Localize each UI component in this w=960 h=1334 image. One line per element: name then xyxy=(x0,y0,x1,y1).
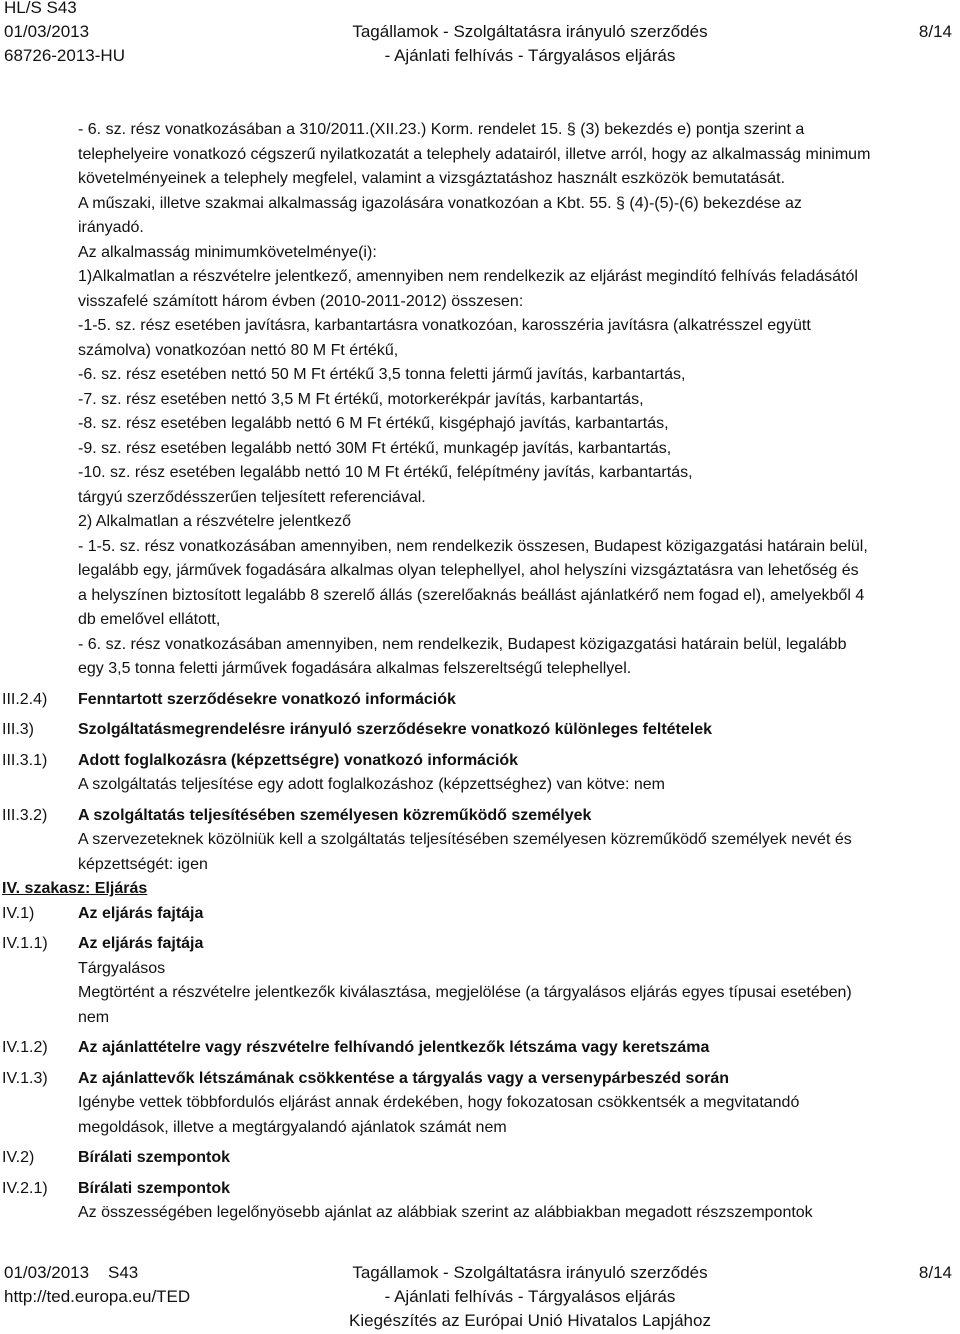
section-heading: Az ajánlattevők létszámának csökkentése a tárgyalás vagy a versenypárbeszéd során xyxy=(78,1069,730,1087)
section-text: nem xyxy=(78,1008,110,1026)
section-heading: Fenntartott szerződésekre vonatkozó információk xyxy=(78,690,456,708)
paragraph-line: követelményeinek a telephely megfelel, valamint a vizsgáztatáshoz használt eszközök bemutatását. xyxy=(78,170,786,187)
section-label: III.2.4) xyxy=(2,690,48,708)
section-III-3-1 xyxy=(0,749,960,798)
section-heading: Az eljárás fajtája xyxy=(78,904,204,922)
header-ref: 68726-2013-HU xyxy=(4,46,125,65)
paragraph-line: legalább egy, járművek fogadására alkalmas olyan telephellyel, ahol helyszíni vizsgáztatásra van lehetőség és xyxy=(78,562,859,579)
section-heading: Az ajánlattételre vagy részvételre felhívandó jelentkezők létszáma vagy keretszáma xyxy=(78,1039,710,1056)
section-III-3 xyxy=(0,718,960,743)
header-page-number: 8/14 xyxy=(918,22,952,41)
section-text: Tárgyalásos xyxy=(78,959,166,977)
section-label: IV.1.1) xyxy=(2,935,48,952)
page-header xyxy=(0,0,960,72)
section-text: megoldások, illetve a megtárgyalandó ajánlatok számát nem xyxy=(78,1118,507,1136)
paragraph-line: -7. sz. rész esetében nettó 3,5 M Ft értékű, motorkerékpár javítás, karbantartás, xyxy=(78,390,644,408)
paragraph-line: db emelővel ellátott, xyxy=(78,611,221,628)
paragraph-line: - 6. sz. rész vonatkozásában a 310/2011.(XII.23.) Korm. rendelet 15. § (3) bekezdés e) pontja szerint a xyxy=(78,121,805,138)
paragraph-line: -6. sz. rész esetében nettó 50 M Ft értékű 3,5 tonna feletti jármű javítás, karbantartás, xyxy=(78,366,686,383)
section-label: IV.1.3) xyxy=(2,1069,48,1087)
header-title-line2: - Ajánlati felhívás - Tárgyalásos eljárás xyxy=(384,46,676,65)
footer-title-line3: Kiegészítés az Európai Unió Hivatalos Lapjához xyxy=(349,1311,711,1330)
paragraph-line: a helyszínen biztosított legalább 8 szerelő állás (szerelőaknás beállást ajánlatkérő nem fogad el), amelyekből 4 xyxy=(78,586,865,604)
paragraph-line: -9. sz. rész esetében legalább nettó 30M Ft értékű, munkagép javítás, karbantartás, xyxy=(78,439,672,457)
footer-url[interactable]: http://ted.europa.eu/TED xyxy=(4,1287,191,1306)
paragraph-line: irányadó. xyxy=(78,219,144,236)
document-body xyxy=(0,118,960,1226)
section-text: Igénybe vettek többfordulós eljárást annak érdekében, hogy fokozatosan csökkentsék a megvitatandó xyxy=(78,1094,800,1111)
section-III-text-block xyxy=(0,118,960,682)
section-IV-1-3 xyxy=(0,1067,960,1141)
section-text: Az összességében legelőnyösebb ajánlat az alábbiak szerint az alábbiakban megadott részszempontok xyxy=(78,1204,813,1221)
header-date: 01/03/2013 xyxy=(4,22,90,41)
section-label: III.3) xyxy=(2,721,35,738)
section-IV-2-1 xyxy=(0,1177,960,1226)
paragraph-line: telephelyeire vonatkozó cégszerű nyilatkozatát a telephely adatairól, illetve arról, hogy az alkalmasság minimum xyxy=(78,145,871,163)
header-title-line1: Tagállamok - Szolgáltatásra irányuló szerződés xyxy=(352,22,708,41)
section-IV-title: IV. szakasz: Eljárás xyxy=(2,880,148,897)
section-text: Megtörtént a részvételre jelentkezők kiválasztása, megjelölése (a tárgyalásos eljárás egyes típusai esetében) xyxy=(78,984,852,1001)
section-heading: A szolgáltatás teljesítésében személyesen közreműködő személyek xyxy=(78,806,592,824)
paragraph-line: tárgyú szerződésszerűen teljesített referenciával. xyxy=(78,488,426,506)
section-IV-1 xyxy=(0,902,960,927)
paragraph-line: számolva) vonatkozóan nettó 80 M Ft értékű, xyxy=(78,341,399,359)
paragraph-line: -1-5. sz. rész esetében javításra, karbantartásra vonatkozóan, karosszéria javításra (alkatrésszel együtt xyxy=(78,317,811,334)
section-label: III.3.2) xyxy=(2,806,48,824)
section-IV-2 xyxy=(0,1146,960,1171)
header-doc-id: HL/S S43 xyxy=(4,0,77,17)
paragraph-line: -8. sz. rész esetében legalább nettó 6 M Ft értékű, kisgéphajó javítás, karbantartás, xyxy=(78,415,669,432)
paragraph-line: egy 3,5 tonna feletti járművek fogadására alkalmas felszereltségű telephellyel. xyxy=(78,660,632,677)
section-IV-1-2 xyxy=(0,1036,960,1061)
section-heading: Bírálati szempontok xyxy=(78,1149,231,1166)
section-label: IV.2.1) xyxy=(2,1179,48,1197)
paragraph-line: - 1-5. sz. rész vonatkozásában amennyiben, nem rendelkezik összesen, Budapest közigazgatási határain belül, xyxy=(78,537,868,555)
section-text: A szolgáltatás teljesítése egy adott foglalkozáshoz (képzettséghez) van kötve: nem xyxy=(78,776,665,793)
paragraph-line: visszafelé számított három évben (2010-2011-2012) összesen: xyxy=(78,292,524,310)
section-label: III.3.1) xyxy=(2,751,48,769)
paragraph-line: A műszaki, illetve szakmai alkalmasság igazolására vonatkozóan a Kbt. 55. § (4)-(5)-(6) bekezdése az xyxy=(78,194,802,212)
paragraph-line: - 6. sz. rész vonatkozásában amennyiben, nem rendelkezik, Budapest közigazgatási határain belül, legalább xyxy=(78,635,847,653)
section-III-2-4 xyxy=(0,688,960,713)
footer-page-number: 8/14 xyxy=(918,1263,952,1282)
section-label: IV.1) xyxy=(2,904,35,922)
footer-title-line1: Tagállamok - Szolgáltatásra irányuló szerződés xyxy=(352,1263,708,1282)
section-heading: Adott foglalkozásra (képzettségre) vonatkozó információk xyxy=(78,751,519,769)
paragraph-line: 2) Alkalmatlan a részvételre jelentkező xyxy=(78,513,352,530)
page-footer xyxy=(0,1262,960,1334)
section-IV-1-1 xyxy=(0,932,960,1030)
section-heading: Szolgáltatásmegrendelésre irányuló szerződésekre vonatkozó különleges feltételek xyxy=(78,721,713,738)
section-heading: Bírálati szempontok xyxy=(78,1179,231,1197)
section-text: képzettségét: igen xyxy=(78,855,208,873)
footer-date-code: 01/03/2013 S43 xyxy=(4,1263,139,1282)
footer-title-line2: - Ajánlati felhívás - Tárgyalásos eljárás xyxy=(384,1287,676,1306)
section-heading: Az eljárás fajtája xyxy=(78,935,204,952)
section-label: IV.2) xyxy=(2,1149,35,1166)
section-label: IV.1.2) xyxy=(2,1039,48,1056)
section-text: A szervezeteknek közölniük kell a szolgáltatás teljesítésében személyesen közreműködő személyek nevét és xyxy=(78,831,852,848)
paragraph-line: Az alkalmasság minimumkövetelménye(i): xyxy=(78,243,377,261)
section-III-3-2 xyxy=(0,804,960,878)
paragraph-line: -10. sz. rész esetében legalább nettó 10 M Ft értékű, felépítmény javítás, karbantartás, xyxy=(78,464,693,481)
paragraph-line: 1)Alkalmatlan a részvételre jelentkező, amennyiben nem rendelkezik az eljárást megindító felhívás feladásától xyxy=(78,268,858,285)
